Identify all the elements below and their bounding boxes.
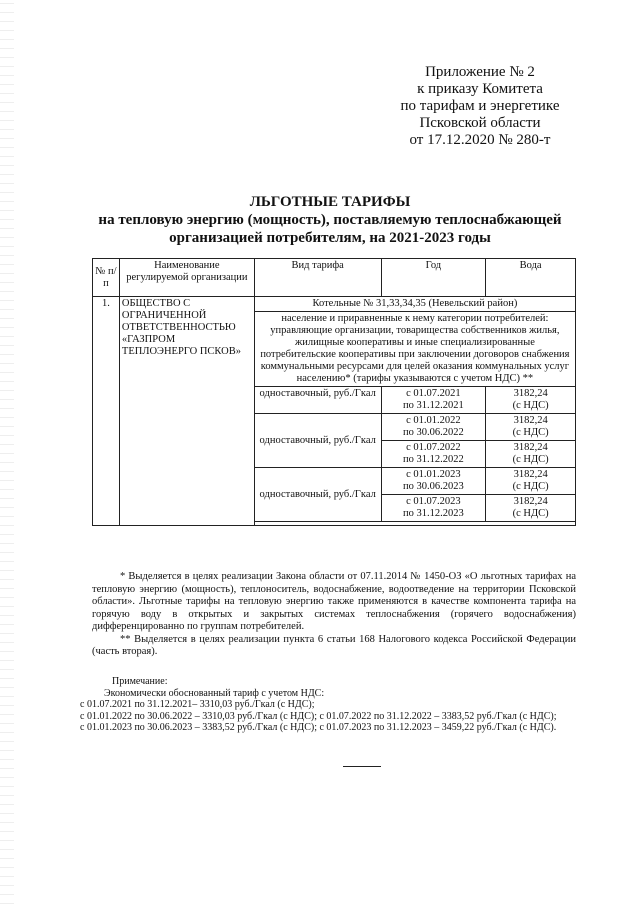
- title-line: организацией потребителям, на 2021-2023 годы: [169, 230, 491, 246]
- note-block: [80, 676, 612, 734]
- period-to: по 31.12.2023: [403, 508, 464, 519]
- period-from: с 01.01.2023: [406, 469, 461, 480]
- table-header-row: [93, 259, 576, 297]
- vat-label: (с НДС): [512, 454, 549, 465]
- footnote-1: * Выделяется в целях реализации Закона области от 07.11.2014 № 1450-ОЗ «О льготных тарифах на тепловую энергию (мощность), теплоноситель, водоснабжение, водоотведение на территории Псковской области». Льготные тарифы на тепловую энергию также применяются в качестве компонента тарифа на горячую воду в открытых и закрытых системах теплоснабжения (горячего водоснабжения) дифференцированно по группам потребителей.: [92, 571, 576, 632]
- header-line: от 17.12.2020 № 280-т: [409, 132, 551, 148]
- header-kind: Вид тарифа: [254, 259, 381, 297]
- value-cell: [486, 387, 576, 414]
- value-cell: [486, 414, 576, 441]
- title-line: на тепловую энергию (мощность), поставляемую теплоснабжающей: [98, 212, 562, 228]
- tariff-value: 3182,24: [513, 469, 548, 480]
- table-row: [93, 297, 576, 312]
- vat-label: (с НДС): [512, 481, 549, 492]
- header-org: Наименование регулируемой организации: [119, 259, 254, 297]
- value-cell: [486, 441, 576, 468]
- note-title: Примечание:: [112, 676, 168, 687]
- header-line: Приложение № 2: [425, 64, 535, 80]
- title-line: ЛЬГОТНЫЕ ТАРИФЫ: [249, 194, 411, 210]
- document-title: [90, 193, 570, 247]
- value-cell: [486, 468, 576, 495]
- tariff-value: 3182,24: [513, 415, 548, 426]
- footnotes: [92, 571, 576, 659]
- appendix-header: [380, 64, 580, 149]
- period-to: по 30.06.2023: [403, 481, 464, 492]
- period-cell: [381, 495, 486, 522]
- period-to: по 31.12.2022: [403, 454, 464, 465]
- boiler-row: Котельные № 31,33,34,35 (Невельский район): [254, 297, 575, 312]
- vat-label: (с НДС): [512, 427, 549, 438]
- period-from: с 01.01.2022: [406, 415, 461, 426]
- vat-label: (с НДС): [512, 400, 549, 411]
- period-to: по 30.06.2022: [403, 427, 464, 438]
- tariff-kind: одноставочный, руб./Гкал: [254, 468, 381, 522]
- org-name: ОБЩЕСТВО С ОГРАНИЧЕННОЙ ОТВЕТСТВЕННОСТЬЮ «ГАЗПРОМ ТЕПЛОЭНЕРГО ПСКОВ»: [119, 297, 254, 526]
- tariff-kind: одноставочный, руб./Гкал: [254, 387, 381, 414]
- period-cell: [381, 441, 486, 468]
- tariff-value: 3182,24: [513, 442, 548, 453]
- period-cell: [381, 468, 486, 495]
- header-line: по тарифам и энергетике: [400, 98, 560, 114]
- note-subtitle: Экономически обоснованный тариф с учетом НДС:: [104, 687, 325, 699]
- tariff-table: [92, 258, 576, 526]
- header-water: Вода: [486, 259, 576, 297]
- header-line: к приказу Комитета: [417, 81, 543, 97]
- vat-label: (с НДС): [512, 508, 549, 519]
- period-from: с 01.07.2023: [406, 496, 461, 507]
- footnote-2: ** Выделяется в целях реализации пункта 6 статьи 168 Налогового кодекса Российской Федерации (часть вторая).: [92, 633, 576, 657]
- closing-line: [343, 766, 381, 767]
- value-cell: [486, 495, 576, 522]
- header-year: Год: [381, 259, 486, 297]
- period-from: с 01.07.2021: [406, 388, 461, 399]
- note-item: с 01.07.2021 по 31.12.2021– 3310,03 руб./Гкал (с НДС);: [80, 699, 315, 710]
- spacer-cell: [254, 522, 575, 526]
- tariff-value: 3182,24: [513, 388, 548, 399]
- note-item: с 01.01.2022 по 30.06.2022 – 3310,03 руб./Гкал (с НДС); с 01.07.2022 по 31.12.2022 – 3383,52 руб./Гкал (с НДС);: [80, 710, 557, 722]
- header-line: Псковской области: [419, 115, 541, 131]
- tariff-kind: одноставочный, руб./Гкал: [254, 414, 381, 468]
- tariff-value: 3182,24: [513, 496, 548, 507]
- header-num: № п/п: [93, 259, 120, 297]
- period-to: по 31.12.2021: [403, 400, 464, 411]
- scan-edge-artifact: [0, 0, 14, 905]
- period-from: с 01.07.2022: [406, 442, 461, 453]
- period-cell: [381, 414, 486, 441]
- row-number: 1.: [93, 297, 120, 526]
- consumer-category: население и приравненные к нему категории потребителей: управляющие организации, товарищества собственников жилья, жилищные кооперативы и иные специализированные потребительские кооперативы при заключении договоров снабжения коммунальными ресурсами для целей оказания коммунальных услуг населению* (тарифы указываются с учетом НДС) **: [254, 312, 575, 387]
- period-cell: [381, 387, 486, 414]
- note-item: с 01.01.2023 по 30.06.2023 – 3383,52 руб./Гкал (с НДС); с 01.07.2023 по 31.12.2023 – 3459,22 руб./Гкал (с НДС).: [80, 722, 557, 733]
